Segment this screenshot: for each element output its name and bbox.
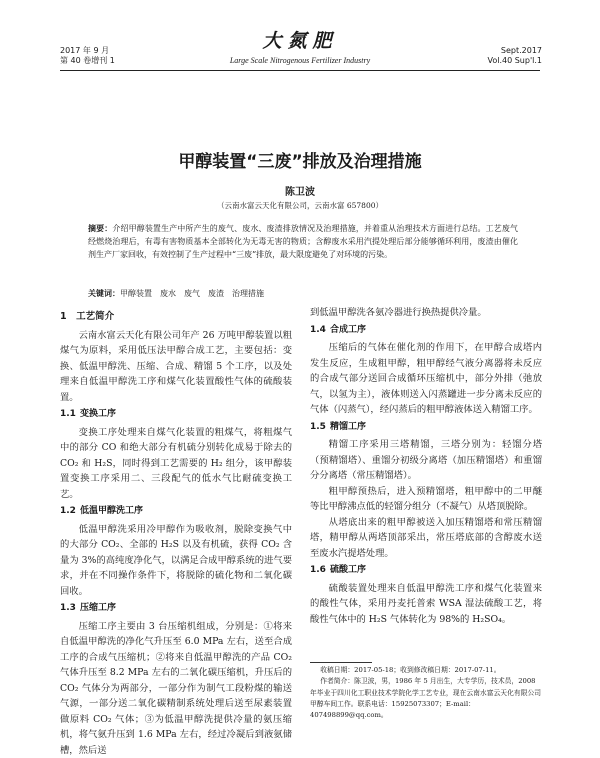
subsection-heading (310, 323, 542, 339)
journal-logo: 大氮肥 (0, 26, 600, 53)
paragraph: 粗甲醇预热后，进入预精馏塔，粗甲醇中的二甲醚等比甲醇沸点低的轻馏分组分（不凝气）从塔顶脱除。 (310, 484, 542, 515)
subsection-title: 硫酸工序 (330, 565, 366, 575)
paragraph: 硫酸装置处理来自低温甲醇洗工序和煤气化装置来的酸性气体，采用丹麦托普索 WSA 湿法硫酸工艺，将酸性气体中的 H₂S 气体转化为 98%的 H₂SO₄。 (310, 581, 542, 628)
subsection-heading (310, 420, 542, 436)
subsection-heading (60, 601, 292, 617)
left-column (60, 305, 292, 758)
subsection-number: 1.5 (310, 420, 330, 436)
article-author: 陈卫波 (0, 183, 600, 198)
paragraph: 云南水富云天化有限公司年产 26 万吨甲醇装置以粗煤气为原料，采用低压法甲醇合成工艺，主要包括：变换、低温甲醇洗、压缩、合成、精馏 5 个工序，以及处理来自低温甲醇洗工序和煤气化装置酸性气体的硫酸装置。 (60, 328, 292, 406)
journal-name-en: Large Scale Nitrogenous Fertilizer Industry (0, 56, 600, 65)
subsection-heading (60, 407, 292, 423)
paragraph: 压缩后的气体在催化剂的作用下，在甲醇合成塔内发生反应，生成粗甲醇，粗甲醇经气液分离器将未反应的合成气部分送回合成循环压缩机中，部分外排（弛放气，以氢为主），液体则送入闪蒸罐进一步分离未反应的气体（闪蒸气），经闪蒸后的粗甲醇液体送入精馏工序。 (310, 340, 542, 418)
subsection-number: 1.3 (60, 601, 80, 617)
issue-date-en: Sept.2017 (487, 46, 542, 56)
subsection-heading (60, 504, 292, 520)
subsection-title: 变换工序 (80, 409, 116, 419)
paragraph: 到低温甲醇洗各氨冷器进行换热提供冷量。 (310, 305, 542, 321)
subsection-number: 1.2 (60, 504, 80, 520)
subsection-title: 压缩工序 (80, 603, 116, 613)
abstract-label: 摘要： (88, 224, 112, 233)
header-right (487, 46, 542, 66)
article-title: 甲醇装置“三废”排放及治理措施 (0, 147, 600, 172)
paragraph: 低温甲醇洗采用冷甲醇作为吸收剂，脱除变换气中的大部分 CO₂、全部的 H₂S 以及有机硫，获得 CO₂ 含量为 3%的高纯度净化气，以满足合成甲醇系统的进气要求，并在不同操作条件下，将脱除的硫化物和二氧化碳回收。 (60, 522, 292, 600)
subsection-number: 1.6 (310, 563, 330, 579)
author-affiliation: （云南水富云天化有限公司，云南水富 657800） (0, 200, 600, 211)
header-rule (60, 70, 540, 71)
paragraph: 变换工序处理来自煤气化装置的粗煤气，将粗煤气中的部分 CO 和绝大部分有机硫分别转化成易于除去的 CO₂ 和 H₂S，同时得到工艺需要的 H₂ 组分，该甲醇装置变换工序采用二、三段配气的低水气比耐硫变换工艺。 (60, 425, 292, 503)
paragraph: 从塔底出来的粗甲醇被送入加压精馏塔和常压精馏塔，精甲醇从两塔顶部采出，常压塔底部的含醇废水送至废水汽提塔处理。 (310, 515, 542, 562)
keywords-text: 甲醇装置 废水 废气 废渣 治理措施 (120, 289, 264, 298)
paragraph: 精馏工序采用三塔精馏，三塔分别为：轻馏分塔（预精馏塔）、重馏分初级分离塔（加压精馏塔）和重馏分分离塔（常压精馏塔）。 (310, 437, 542, 484)
keywords-label: 关键词： (88, 288, 120, 298)
subsection-title: 合成工序 (330, 325, 366, 335)
subsection-title: 低温甲醇洗工序 (80, 506, 143, 516)
issue-date-cn: 2017 年 9 月 (60, 46, 115, 56)
abstract (88, 222, 518, 261)
author-bio: 作者简介：陈卫波，男，1986 年 5 月出生，大专学历，技术员，2008 年毕业于四川化工职业技术学院化学工艺专业，现在云南水富云天化有限公司甲醇车间工作。联系电话：15925073307；E-mail：407498899@qq.com。 (310, 676, 544, 721)
footnote (310, 665, 544, 721)
paragraph: 压缩工序主要由 3 台压缩机组成，分别是：①将来自低温甲醇洗的净化气升压至 6.0 MPa 左右，送至合成工序的合成气压缩机；②将来自低温甲醇洗的产品 CO₂ 气体升压至 8.2 MPa 左右的二氧化碳压缩机，升压后的 CO₂ 气体分为两部分，一部分作为制气工段粉煤的输送气源，一部分送二氧化碳精制系统处理后送至尿素装置做原料 CO₂ 气体；③为低温甲醇洗提供冷量的氨压缩机，将气氨升压到 1.6 MPa 左右，经过冷凝后到液氨储槽，然后送 (60, 619, 292, 758)
subsection-heading (310, 563, 542, 579)
subsection-number: 1.1 (60, 407, 80, 423)
subsection-number: 1.4 (310, 323, 330, 339)
right-column (310, 305, 542, 627)
keywords (88, 287, 518, 300)
page-header (0, 0, 600, 70)
received-date: 收稿日期：2017-05-18；收到修改稿日期：2017-07-11。 (310, 665, 544, 676)
abstract-text: 介绍甲醇装置生产中所产生的废气、废水、废渣排放情况及治理措施，并着重从治理技术方面进行总结。工艺废气经燃烧治理后，有毒有害物质基本全部转化为无毒无害的物质；含醇废水采用汽提处理后部分能够循环利用，废渣由催化剂生产厂家回收，有效控制了生产过程中“三废”排放，最大限度避免了对环境的污染。 (88, 224, 518, 259)
subsection-title: 精馏工序 (330, 422, 366, 432)
issue-volume-cn: 第 40 卷增刊 1 (60, 56, 115, 66)
section-heading: 1 工艺简介 (60, 309, 292, 325)
issue-volume-en: Vol.40 Sup'l.1 (487, 56, 542, 66)
footnote-rule (310, 662, 372, 663)
